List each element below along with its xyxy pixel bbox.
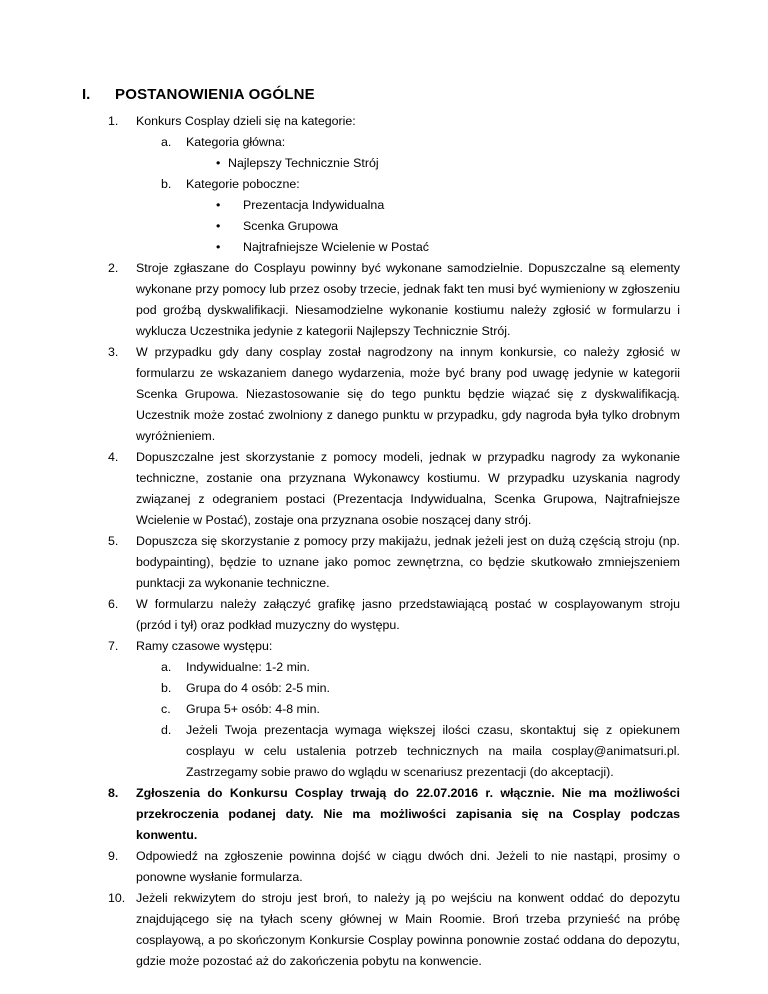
item-text: Konkurs Cosplay dzieli się na kategorie:: [136, 114, 356, 128]
item-text: Dopuszcza się skorzystanie z pomocy przy makijażu, jednak jeżeli jest on dużą częścią stroju (np. bodypainting), będzie to uznane jako pomoc zewnętrzna, co będzie skutkowało zmniejszeniem punktacji za wykonanie techniczne.: [136, 534, 680, 590]
item-number: 7.: [108, 639, 119, 653]
item-number: 9.: [108, 849, 119, 863]
bullet-icon: •: [216, 156, 221, 170]
sub-item: [0, 132, 768, 153]
bullet-text: Prezentacja Indywidualna: [243, 198, 385, 212]
list-item: [0, 783, 768, 846]
list-item: [0, 846, 768, 888]
sub-item-text: Jeżeli Twoja prezentacja wymaga większej ilości czasu, skontaktuj się z opiekunem cosplayu w celu ustalenia potrzeb technicznych na maila cosplay@animatsuri.pl. Zastrzegamy sobie prawo do wglądu w scenariusz prezentacji (do akceptacji).: [186, 723, 680, 779]
section-title: POSTANOWIENIA OGÓLNE: [115, 86, 315, 103]
sub-item: [0, 699, 768, 720]
list-item: [0, 342, 768, 447]
sub-item: [0, 678, 768, 699]
list-item: [0, 447, 768, 531]
sub-item-text: Kategorie poboczne:: [186, 177, 300, 191]
item-text: Stroje zgłaszane do Cosplayu powinny być wykonane samodzielnie. Dopuszczalne są elementy wykonane przy pomocy lub przez osoby trzecie, jednak fakt ten musi być wymieniony w zgłoszeniu pod groźbą dyskwalifikacji. Niesamodzielne wykonanie kostiumu należy zgłosić w formularzu i wyklucza Uczestnika jedynie z kategorii Najlepszy Technicznie Strój.: [136, 261, 680, 338]
item-text: W formularzu należy załączyć grafikę jasno przedstawiającą postać w cosplayowanym stroju (przód i tył) oraz podkład muzyczny do występu.: [136, 597, 680, 632]
sub-item-letter: a.: [161, 660, 172, 674]
item-number: 1.: [108, 114, 119, 128]
item-text: Ramy czasowe występu:: [136, 639, 273, 653]
sub-item: [0, 657, 768, 678]
item-text: Zgłoszenia do Konkursu Cosplay trwają do 22.07.2016 r. włącznie. Nie ma możliwości przekroczenia podanej daty. Nie ma możliwości zapisania się na Cosplay podczas konwentu.: [136, 786, 680, 842]
list-item: [0, 531, 768, 594]
item-text: W przypadku gdy dany cosplay został nagrodzony na innym konkursie, co należy zgłosić w formularzu ze wskazaniem danego wydarzenia, może być brany pod uwagę jedynie w kategorii Scenka Grupowa. Niezastosowanie się do tego punktu będzie wiązać się z dyskwalifikacją. Uczestnik może zostać zwolniony z danego punktu w przypadku, gdy nagroda była tylko drobnym wyróżnieniem.: [136, 345, 680, 443]
bullet-text: Najlepszy Technicznie Strój: [228, 156, 379, 170]
bullet-item: [0, 216, 768, 237]
list-item: [0, 258, 768, 342]
item-number: 5.: [108, 534, 119, 548]
item-text: Odpowiedź na zgłoszenie powinna dojść w ciągu dwóch dni. Jeżeli to nie nastąpi, prosimy o ponowne wysłanie formularza.: [136, 849, 680, 884]
list-item: [0, 111, 768, 132]
sub-item: [0, 174, 768, 195]
sub-item-text: Grupa do 4 osób: 2-5 min.: [186, 681, 330, 695]
bullet-icon: •: [216, 240, 221, 254]
bullet-item: [0, 195, 768, 216]
bullet-item: [0, 237, 768, 258]
item-number: 2.: [108, 261, 119, 275]
list-item: [0, 636, 768, 657]
sub-item-letter: a.: [161, 135, 172, 149]
item-number: 6.: [108, 597, 119, 611]
list-item: [0, 594, 768, 636]
item-number: 4.: [108, 450, 119, 464]
sub-item-text: Grupa 5+ osób: 4-8 min.: [186, 702, 320, 716]
sub-item-letter: c.: [161, 702, 171, 716]
list-item: [0, 888, 768, 972]
rules-list: [0, 111, 768, 972]
sub-item-letter: b.: [161, 681, 172, 695]
bullet-icon: •: [216, 198, 221, 212]
item-number: 10.: [108, 891, 126, 905]
item-number: 8.: [108, 786, 119, 800]
sub-item-text: Indywidualne: 1-2 min.: [186, 660, 310, 674]
sub-item-text: Kategoria główna:: [186, 135, 286, 149]
sub-item-letter: b.: [161, 177, 172, 191]
sub-item-letter: d.: [161, 723, 172, 737]
bullet-text: Scenka Grupowa: [243, 219, 339, 233]
section-number: I.: [82, 86, 91, 103]
bullet-icon: •: [216, 219, 221, 233]
item-text: Jeżeli rekwizytem do stroju jest broń, to należy ją po wejściu na konwent oddać do depozytu znajdującego się na tyłach sceny głównej w Main Roomie. Broń trzeba przynieść na próbę cosplayową, a po skończonym Konkursie Cosplay powinna ponownie zostać oddana do depozytu, gdzie może pozostać aż do zakończenia pobytu na konwencie.: [136, 891, 680, 968]
sub-item: [0, 720, 768, 783]
item-text: Dopuszczalne jest skorzystanie z pomocy modeli, jednak w przypadku nagrody za wykonanie techniczne, zostanie ona przyznana Wykonawcy kostiumu. W przypadku uzyskania nagrody związanej z odegraniem postaci (Prezentacja Indywidualna, Scenka Grupowa, Najtrafniejsze Wcielenie w Postać), zostaje ona przyznana osobie noszącej dany strój.: [136, 450, 680, 527]
bullet-item: [0, 153, 768, 174]
bullet-text: Najtrafniejsze Wcielenie w Postać: [243, 240, 429, 254]
item-number: 3.: [108, 345, 119, 359]
